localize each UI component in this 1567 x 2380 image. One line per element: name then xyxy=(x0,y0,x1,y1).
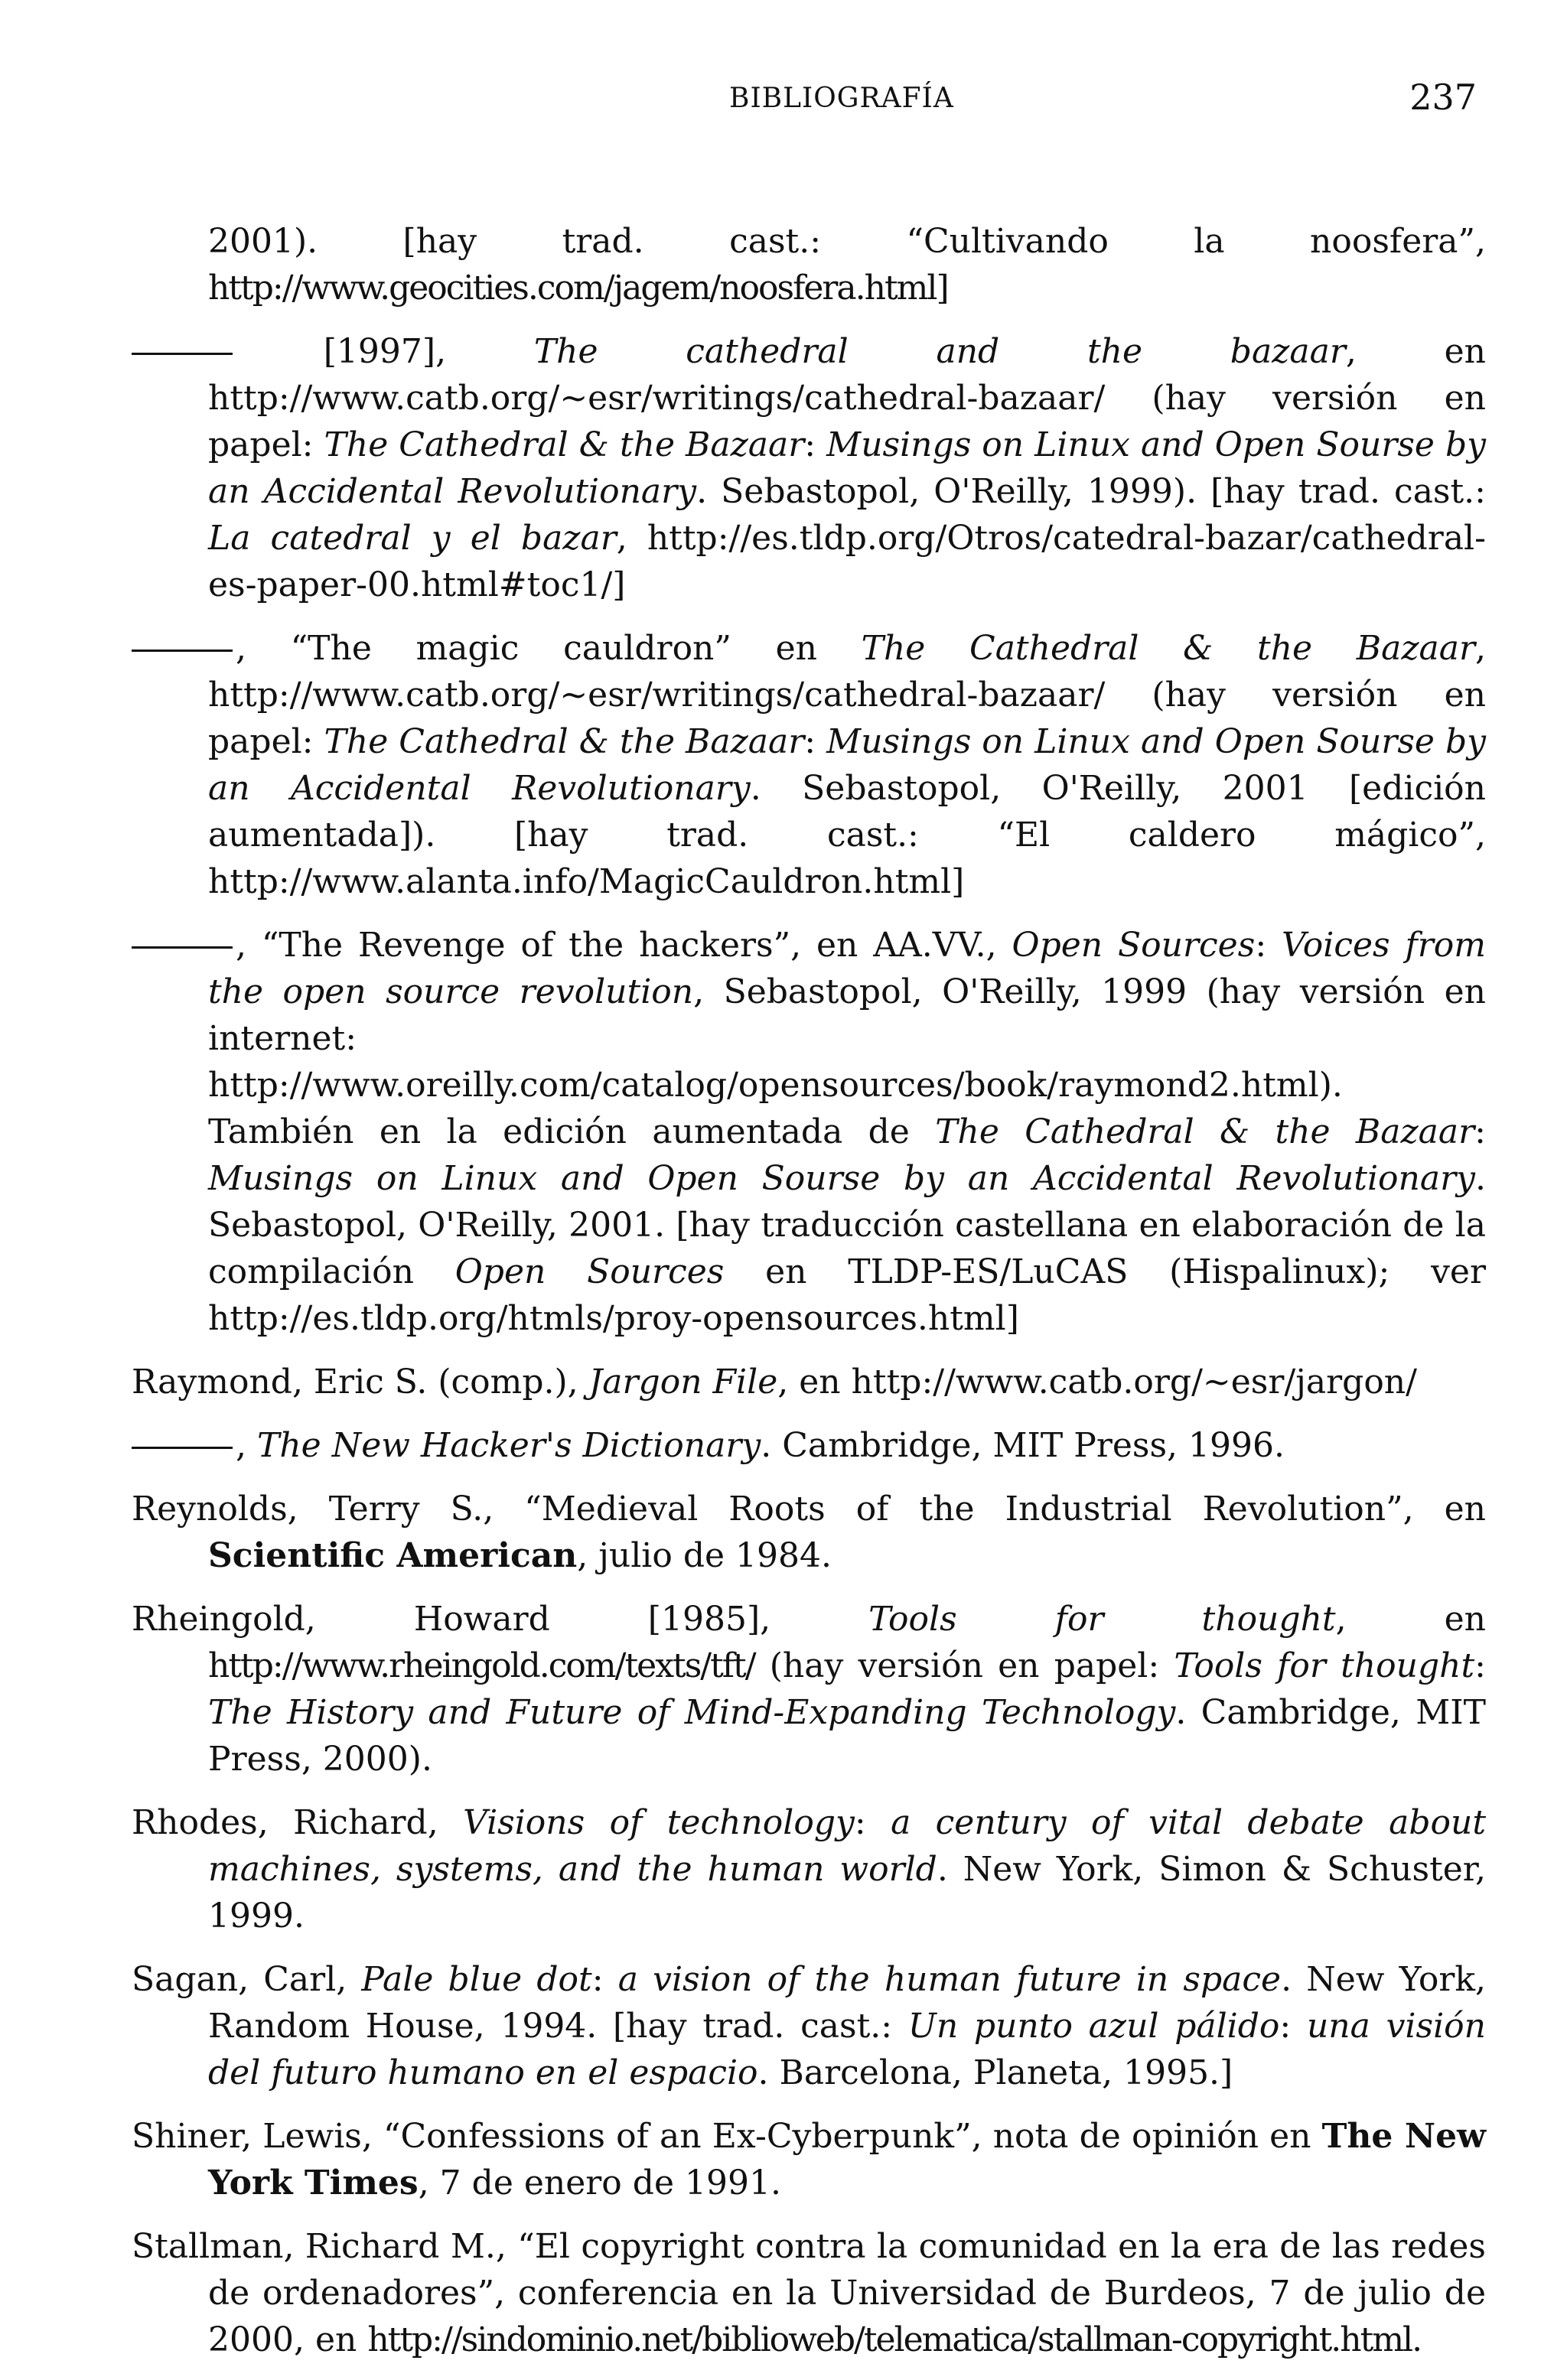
title: Tools for thought xyxy=(868,1600,1336,1639)
repeat-author-dash xyxy=(132,1447,233,1449)
bib-entry: Raymond, Eric S. (comp.), Jargon File, en http://www.catb.org/~esr/jargon/ xyxy=(132,1363,1417,1402)
url: http://sindominio.net/biblioweb/telematica/stallman-copyright.html. xyxy=(367,2320,1422,2359)
title: Open Sources xyxy=(454,1252,725,1291)
author: Raymond, Eric S. (comp.), xyxy=(132,1363,589,1402)
page-number: 237 xyxy=(1409,77,1477,118)
repeat-author-dash xyxy=(132,946,233,949)
title: The Cathedral & the Bazaar xyxy=(935,1112,1475,1151)
title: Pale blue dot xyxy=(361,1960,592,1999)
bib-entry: Rhodes, Richard, Visions of technology: a century of vital debate about machines, systems, and the human world. New York, Simon & Schuster, 1999. xyxy=(132,1803,1487,1936)
title: The New Hacker's Dictionary xyxy=(256,1426,761,1465)
title: The cathedral and the bazaar xyxy=(533,332,1346,371)
subtitle: Musings on Linux and Open Sourse by an Accidental Revolutionary xyxy=(208,1159,1475,1198)
subtitle: a century of vital debate about machines, systems, and the human world xyxy=(208,1803,1487,1889)
author: Reynolds, Terry S., xyxy=(132,1490,525,1529)
subtitle: The History and Future of Mind-Expanding Technology xyxy=(208,1693,1176,1732)
subtitle: a vision of the human future in space xyxy=(617,1960,1282,1999)
subtitle: Voices from the open source revolution xyxy=(208,926,1487,1011)
author: Shiner, Lewis, xyxy=(132,2117,383,2156)
bib-entry: Reynolds, Terry S., “Medieval Roots of the Industrial Revolution”, en Scientific American, julio de 1984. xyxy=(132,1490,1486,1575)
bib-entry-continuation: 2001). [hay trad. cast.: “Cultivando la noosfera”, http://www.geocities.com/jagem/noosfera.html] xyxy=(208,222,1486,308)
subtitle: una visión del futuro humano en el espacio xyxy=(208,2007,1486,2092)
title: Jargon File xyxy=(588,1363,778,1402)
bib-entry: Rheingold, Howard [1985], Tools for thought, en http://www.rheingold.com/texts/tft/ (hay versión en papel: Tools for thought: The History and Future of Mind-Expanding Technology. Cambridge, MIT Press, 2000). xyxy=(132,1600,1486,1779)
author: Rhodes, Richard, xyxy=(132,1803,464,1842)
subtitle: Musings on Linux and Open Sourse by an Accidental Revolutionary xyxy=(208,425,1487,511)
title: Visions of technology xyxy=(463,1803,855,1842)
title: La catedral y el bazar xyxy=(208,519,617,558)
newspaper: The New York Times xyxy=(208,2117,1486,2203)
repeat-author-dash xyxy=(132,353,233,355)
title: The Cathedral & the Bazaar xyxy=(861,629,1475,668)
subtitle: Musings on Linux and Open Sourse by an Accidental Revolutionary xyxy=(208,722,1487,808)
bib-entry: Sagan, Carl, Pale blue dot: a vision of the human future in space. New York, Random House, 1994. [hay trad. cast.: Un punto azul pálido: una visión del futuro humano en el espacio. Barcelona, Planeta, 1995.] xyxy=(132,1960,1487,2092)
bib-entry: Stallman, Richard M., “El copyright contra la comunidad en la era de las redes de ordenadores”, conferencia en la Universidad de Burdeos, 7 de julio de 2000, en http://sindominio.net/biblioweb/telematica/stallman-copyright.html. xyxy=(132,2227,1487,2359)
title: Tools for thought xyxy=(1174,1646,1475,1685)
author: Stallman, Richard M., xyxy=(132,2227,518,2266)
running-head: BIBLIOGRAFÍA xyxy=(729,83,954,114)
title: Un punto azul pálido xyxy=(907,2007,1280,2046)
bib-entry: , “The Revenge of the hackers”, en AA.VV., Open Sources: Voices from the open source revolution, Sebastopol, O'Reilly, 1999 (hay versión en internet: http://www.oreilly.com/catalog/opensources/book/raymond2.html). También en la edición aumentada de The Cathedral & the Bazaar: Musings on Linux and Open Sourse by an Accidental Revolutionary. Sebastopol, O'Reilly, 2001. [hay traducción castellana en elaboración de la compilación Open Sources en TLDP-ES/LuCAS (Hispalinux); ver http://es.tldp.org/htmls/proy-opensources.html] xyxy=(132,922,1486,1342)
bib-entry: , The New Hacker's Dictionary. Cambridge, MIT Press, 1996. xyxy=(132,1422,1486,1469)
title: Open Sources xyxy=(1012,926,1256,965)
bib-entry: Shiner, Lewis, “Confessions of an Ex-Cyberpunk”, nota de opinión en The New York Times, 7 de enero de 1991. xyxy=(132,2117,1486,2203)
repeat-author-dash xyxy=(132,650,233,652)
journal: Scientific American xyxy=(208,1536,578,1575)
url: http://www.rheingold.com/texts/tft/ xyxy=(208,1646,755,1685)
title: The Cathedral & the Bazaar xyxy=(324,722,805,761)
author: Rheingold, Howard [1985], xyxy=(132,1600,869,1639)
bibliography-list xyxy=(132,218,1486,2380)
author: Sagan, Carl, xyxy=(132,1960,362,1999)
url: http://www.geocities.com/jagem/noosfera.html] xyxy=(208,269,948,308)
title: The Cathedral & the Bazaar xyxy=(324,425,805,464)
bib-entry: , “The magic cauldron” en The Cathedral & the Bazaar, http://www.catb.org/~esr/writings/cathedral-bazaar/ (hay versión en papel: The Cathedral & the Bazaar: Musings on Linux and Open Sourse by an Accidental Revolutionary. Sebastopol, O'Reilly, 2001 [edición aumentada]). [hay trad. cast.: “El caldero mágico”, http://www.alanta.info/MagicCauldron.html] xyxy=(132,625,1486,905)
bib-entry: [1997], The cathedral and the bazaar, en http://www.catb.org/~esr/writings/cathedral-bazaar/ (hay versión en papel: The Cathedral & the Bazaar: Musings on Linux and Open Sourse by an Accidental Revolutionary. Sebastopol, O'Reilly, 1999). [hay trad. cast.: La catedral y el bazar, http://es.tldp.org/Otros/catedral-bazar/cathedral-es-paper-00.html#toc1/] xyxy=(132,328,1486,608)
